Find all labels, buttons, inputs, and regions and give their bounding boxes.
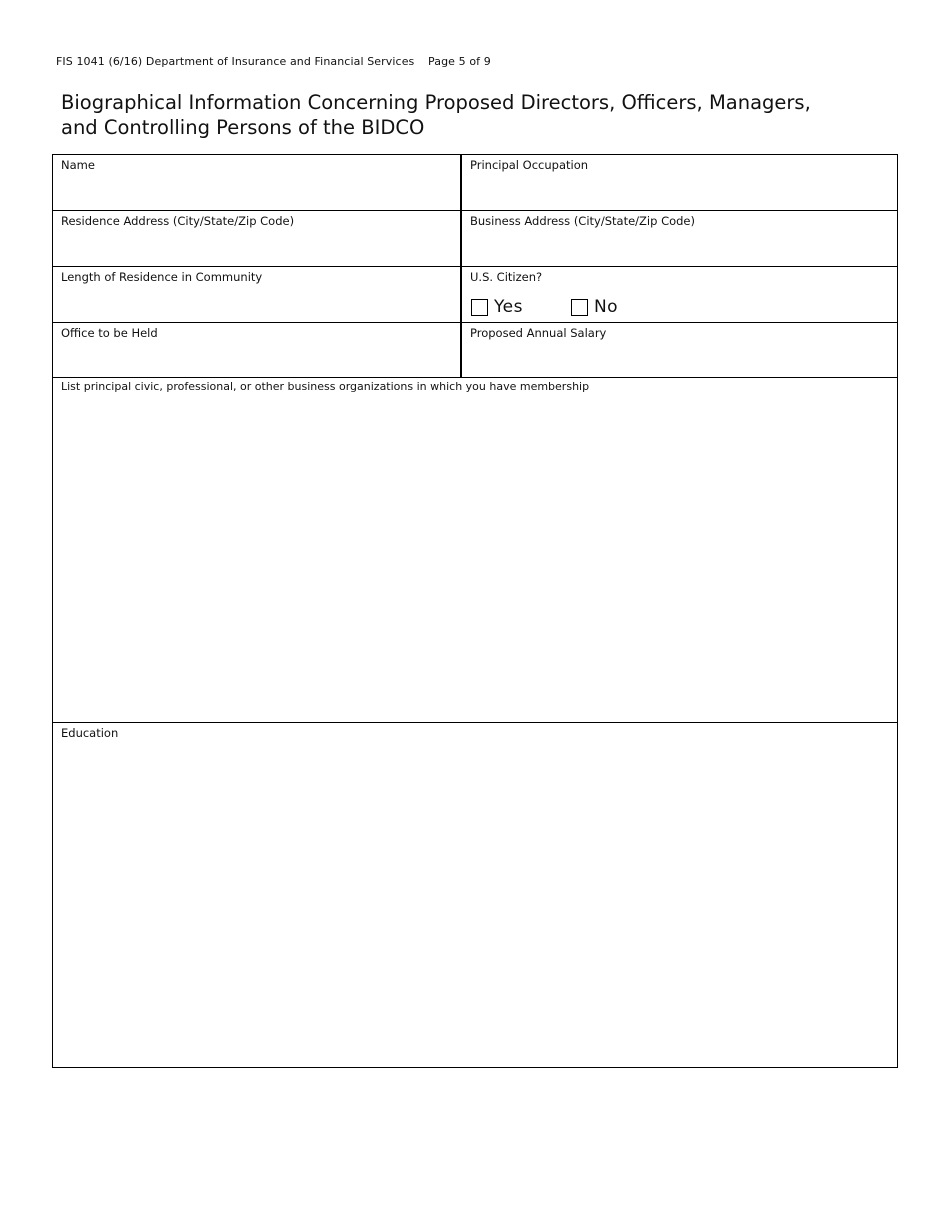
residence-address-field[interactable] [53,211,462,267]
organizations-field[interactable] [53,378,897,723]
us-citizen-label: U.S. Citizen? [470,270,543,284]
citizen-yes-label: Yes [494,297,523,317]
biographical-form [52,154,898,1068]
length-of-residence-field[interactable] [53,267,462,323]
citizen-no-label: No [593,297,619,317]
title-line-2: and Controlling Persons of the BIDCO [61,116,425,139]
education-label: Education [61,726,119,740]
business-address-field[interactable] [462,211,897,267]
title-line-1: Biographical Information Concerning Proposed Directors, Officers, Managers, [61,91,811,114]
organizations-label: List principal civic, professional, or other business organizations in which you have membership [61,380,590,393]
citizen-no-checkbox[interactable] [571,299,588,316]
principal-occupation-label: Principal Occupation [470,158,589,172]
proposed-annual-salary-field[interactable] [462,323,897,378]
education-field[interactable] [53,723,897,1067]
principal-occupation-field[interactable] [462,155,897,211]
name-field[interactable] [53,155,462,211]
us-citizen-field [462,267,897,323]
office-to-be-held-label: Office to be Held [61,326,158,340]
form-header [56,55,491,68]
citizen-no-option[interactable] [571,297,618,317]
name-label: Name [61,158,95,172]
proposed-annual-salary-label: Proposed Annual Salary [470,326,607,340]
page-title [61,90,901,140]
citizen-yes-checkbox[interactable] [471,299,488,316]
office-to-be-held-field[interactable] [53,323,462,378]
form-id: FIS 1041 (6/16) Department of Insurance and Financial Services [56,55,415,68]
citizen-yes-option[interactable] [471,297,523,317]
page-number: Page 5 of 9 [428,55,491,68]
residence-address-label: Residence Address (City/State/Zip Code) [61,214,295,228]
business-address-label: Business Address (City/State/Zip Code) [470,214,695,228]
us-citizen-options [471,297,618,317]
length-of-residence-label: Length of Residence in Community [61,270,263,284]
